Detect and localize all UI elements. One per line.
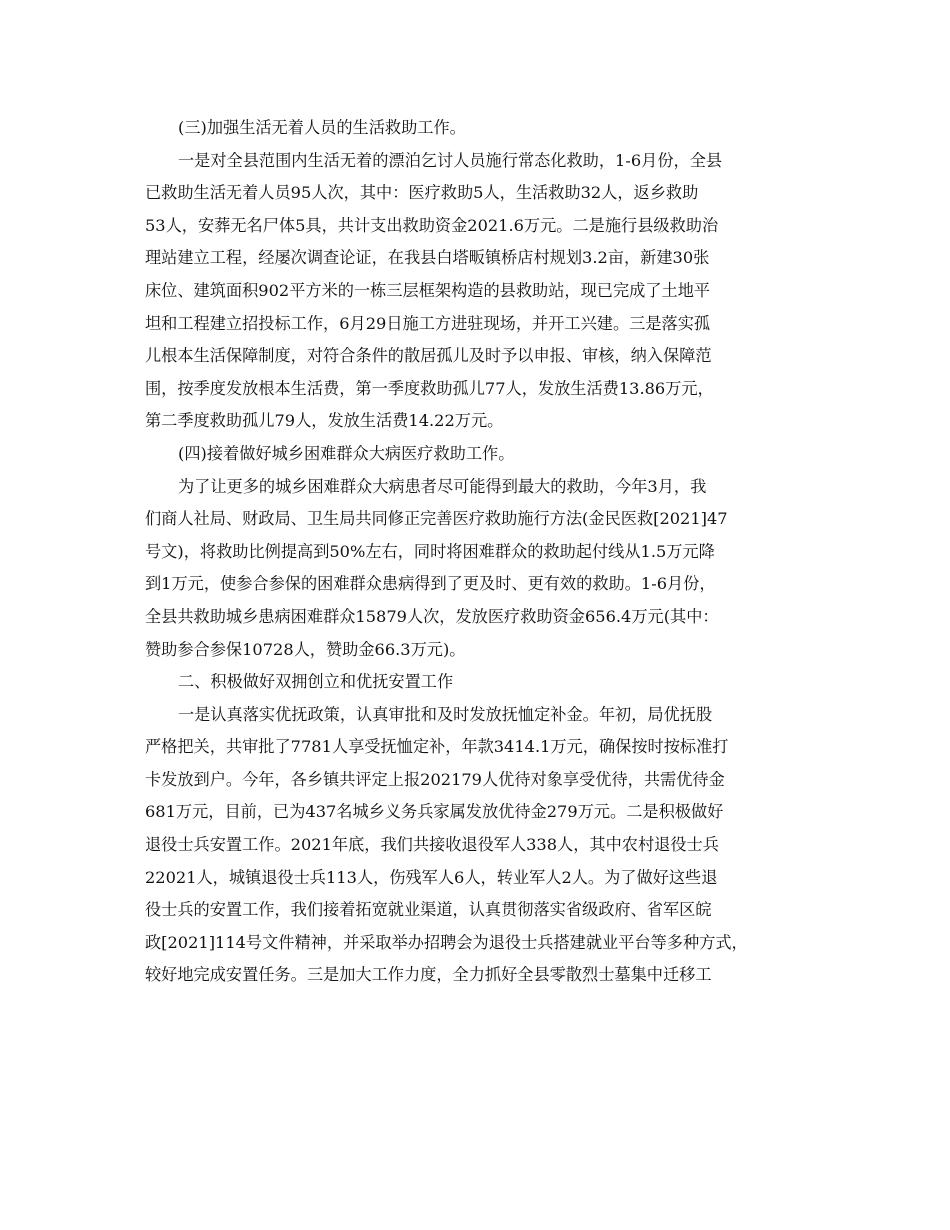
text-line: (三)加强生活无着人员的生活救助工作。 bbox=[178, 118, 466, 137]
text-line: 二、积极做好双拥创立和优抚安置工作 bbox=[178, 672, 454, 692]
text-line: 卡发放到户。今年，各乡镇共评定上报202179人优待对象享受优待，共需优待金 bbox=[145, 769, 725, 789]
text-line: 一是认真落实优抚政策，认真审批和及时发放抚恤定补金。年初，局优抚股 bbox=[178, 704, 713, 724]
text-line: 为了让更多的城乡困难群众大病患者尽可能得到最大的救助，今年3月，我 bbox=[178, 476, 707, 496]
text-line: 役士兵的安置工作，我们接着拓宽就业渠道，认真贯彻落实省级政府、省军区皖 bbox=[145, 900, 712, 920]
text-line: 政[2021]114号文件精神，并采取举办招聘会为退役士兵搭建就业平台等多种方式， bbox=[145, 932, 748, 952]
text-line: 第二季度救助孤儿79人，发放生活费14.22万元。 bbox=[145, 411, 504, 431]
text-line: 退役士兵安置工作。2021年底，我们共接收退役军人338人，其中农村退役士兵 bbox=[145, 835, 719, 855]
text-line: 围，按季度发放根本生活费，第一季度救助孤儿77人，发放生活费13.86万元， bbox=[145, 378, 714, 398]
text-line: 22021人，城镇退役士兵113人，伤残军人6人，转业军人2人。为了做好这些退 bbox=[145, 867, 718, 887]
document-body bbox=[145, 112, 815, 992]
text-line: 号文)，将救助比例提高到50%左右，同时将困难群众的救助起付线从1.5万元降 bbox=[145, 541, 715, 561]
text-line: (四)接着做好城乡困难群众大病医疗救助工作。 bbox=[178, 443, 515, 463]
text-line: 严格把关，共审批了7781人享受抚恤定补，年款3414.1万元，确保按时按标准打 bbox=[145, 737, 729, 757]
text-line: 到1万元，使参合参保的困难群众患病得到了更及时、更有效的救助。1-6月份， bbox=[145, 574, 716, 594]
text-line: 儿根本生活保障制度，对符合条件的散居孤儿及时予以申报、审核，纳入保障范 bbox=[145, 346, 712, 366]
text-line: 681万元，目前，已为437名城乡义务兵家属发放优待金279万元。二是积极做好 bbox=[145, 802, 724, 822]
text-line: 已救助生活无着人员95人次，其中：医疗救助5人，生活救助32人，返乡救助 bbox=[145, 183, 699, 203]
text-line: 们商人社局、财政局、卫生局共同修正完善医疗救助施行方法(金民医救[2021]47 bbox=[145, 509, 728, 529]
text-line: 53人，安葬无名尸体5具，共计支出救助资金2021.6万元。二是施行县级救助治 bbox=[145, 215, 719, 235]
text-line: 赞助参合参保10728人，赞助金66.3万元)。 bbox=[145, 639, 466, 659]
text-line: 全县共救助城乡患病困难群众15879人次，发放医疗救助资金656.4万元(其中： bbox=[145, 606, 719, 626]
text-line: 较好地完成安置任务。三是加大工作力度，全力抓好全县零散烈士墓集中迁移工 bbox=[145, 965, 712, 985]
text-line: 床位、建筑面积902平方米的一栋三层框架构造的县救助站，现已完成了土地平 bbox=[145, 280, 711, 300]
text-line: 坦和工程建立招投标工作，6月29日施工方进驻现场，并开工兴建。三是落实孤 bbox=[145, 313, 711, 333]
text-line: 理站建立工程，经屡次调查论证，在我县白塔畈镇桥店村规划3.2亩，新建30张 bbox=[145, 248, 710, 268]
text-line: 一是对全县范围内生活无着的漂泊乞讨人员施行常态化救助，1-6月份，全县 bbox=[178, 150, 723, 170]
